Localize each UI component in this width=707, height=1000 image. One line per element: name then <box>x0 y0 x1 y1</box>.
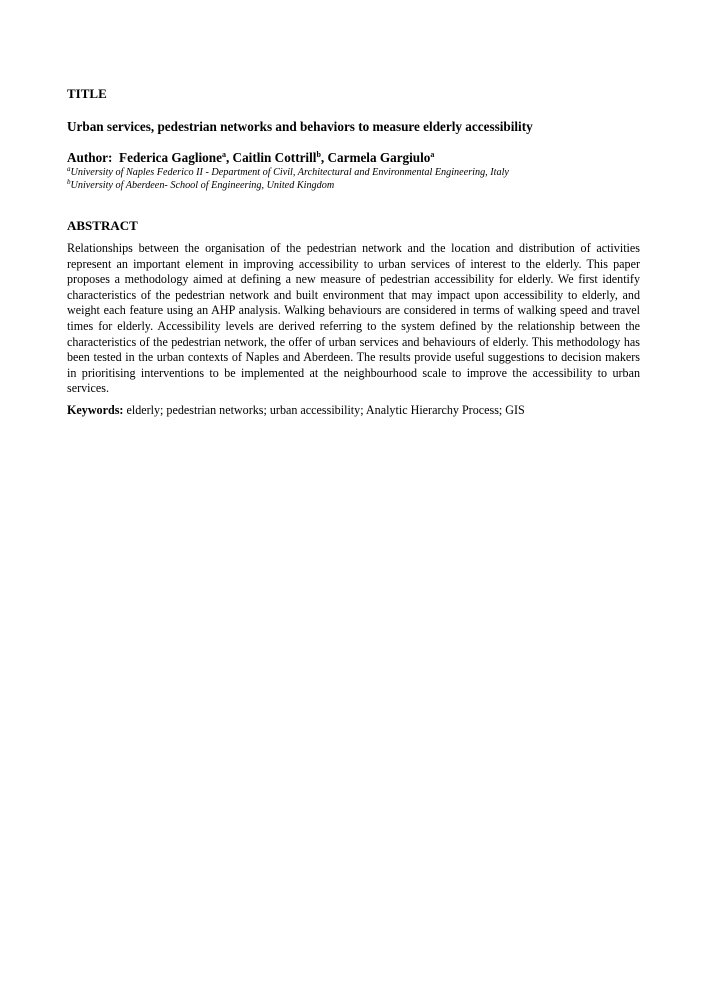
abstract-heading: ABSTRACT <box>67 218 138 233</box>
author-affil-mark: a <box>430 150 435 159</box>
author-name: Federica Gaglione <box>119 150 222 165</box>
author-prefix: Author: <box>67 150 113 165</box>
affiliation-line <box>67 166 509 179</box>
affiliation-mark: a <box>67 165 71 173</box>
title-section-heading: TITLE <box>67 86 107 101</box>
author-affil-mark: a <box>221 150 226 159</box>
author-name: Caitlin Cottrill <box>232 150 317 165</box>
keywords-line <box>67 403 640 418</box>
keywords-label: Keywords: <box>67 403 124 417</box>
author-name: Carmela Gargiulo <box>327 150 431 165</box>
author-affil-mark: b <box>316 150 321 159</box>
abstract-text: Relationships between the organisation of the pedestrian network and the location and distribution of activities represent an important element in improving accessibility to urban services of interest to the elderly. This paper proposes a methodology aimed at defining a new measure of pedestrian accessibility for elderly. We first identify characteristics of the pedestrian network and built environment that may impact upon accessibility to elderly, and weight each feature using an AHP analysis. Walking behaviours are considered in terms of walking speed and travel times for elderly. Accessibility levels are derived referring to the system defined by the relationship between the characteristics of the pedestrian network, the offer of urban services and behaviours of elderly. This methodology has been tested in the urban contexts of Naples and Aberdeen. The results provide useful suggestions to decision makers in prioritising interventions to be implemented at the neighbourhood scale to improve the accessibility to urban services. <box>67 241 640 396</box>
affiliation-line <box>67 179 334 192</box>
paper-title: Urban services, pedestrian networks and behaviors to measure elderly accessibility <box>67 119 533 134</box>
author-separator: , <box>225 150 230 165</box>
author-separator: , <box>320 150 325 165</box>
affiliation-text: University of Naples Federico II - Department of Civil, Architectural and Environmental Engineering, Italy <box>70 167 509 178</box>
keywords-text: elderly; pedestrian networks; urban accessibility; Analytic Hierarchy Process; GIS <box>126 403 525 417</box>
affiliation-text: University of Aberdeen- School of Engineering, United Kingdom <box>70 180 335 191</box>
author-line <box>67 150 434 165</box>
affiliation-mark: b <box>67 178 71 186</box>
